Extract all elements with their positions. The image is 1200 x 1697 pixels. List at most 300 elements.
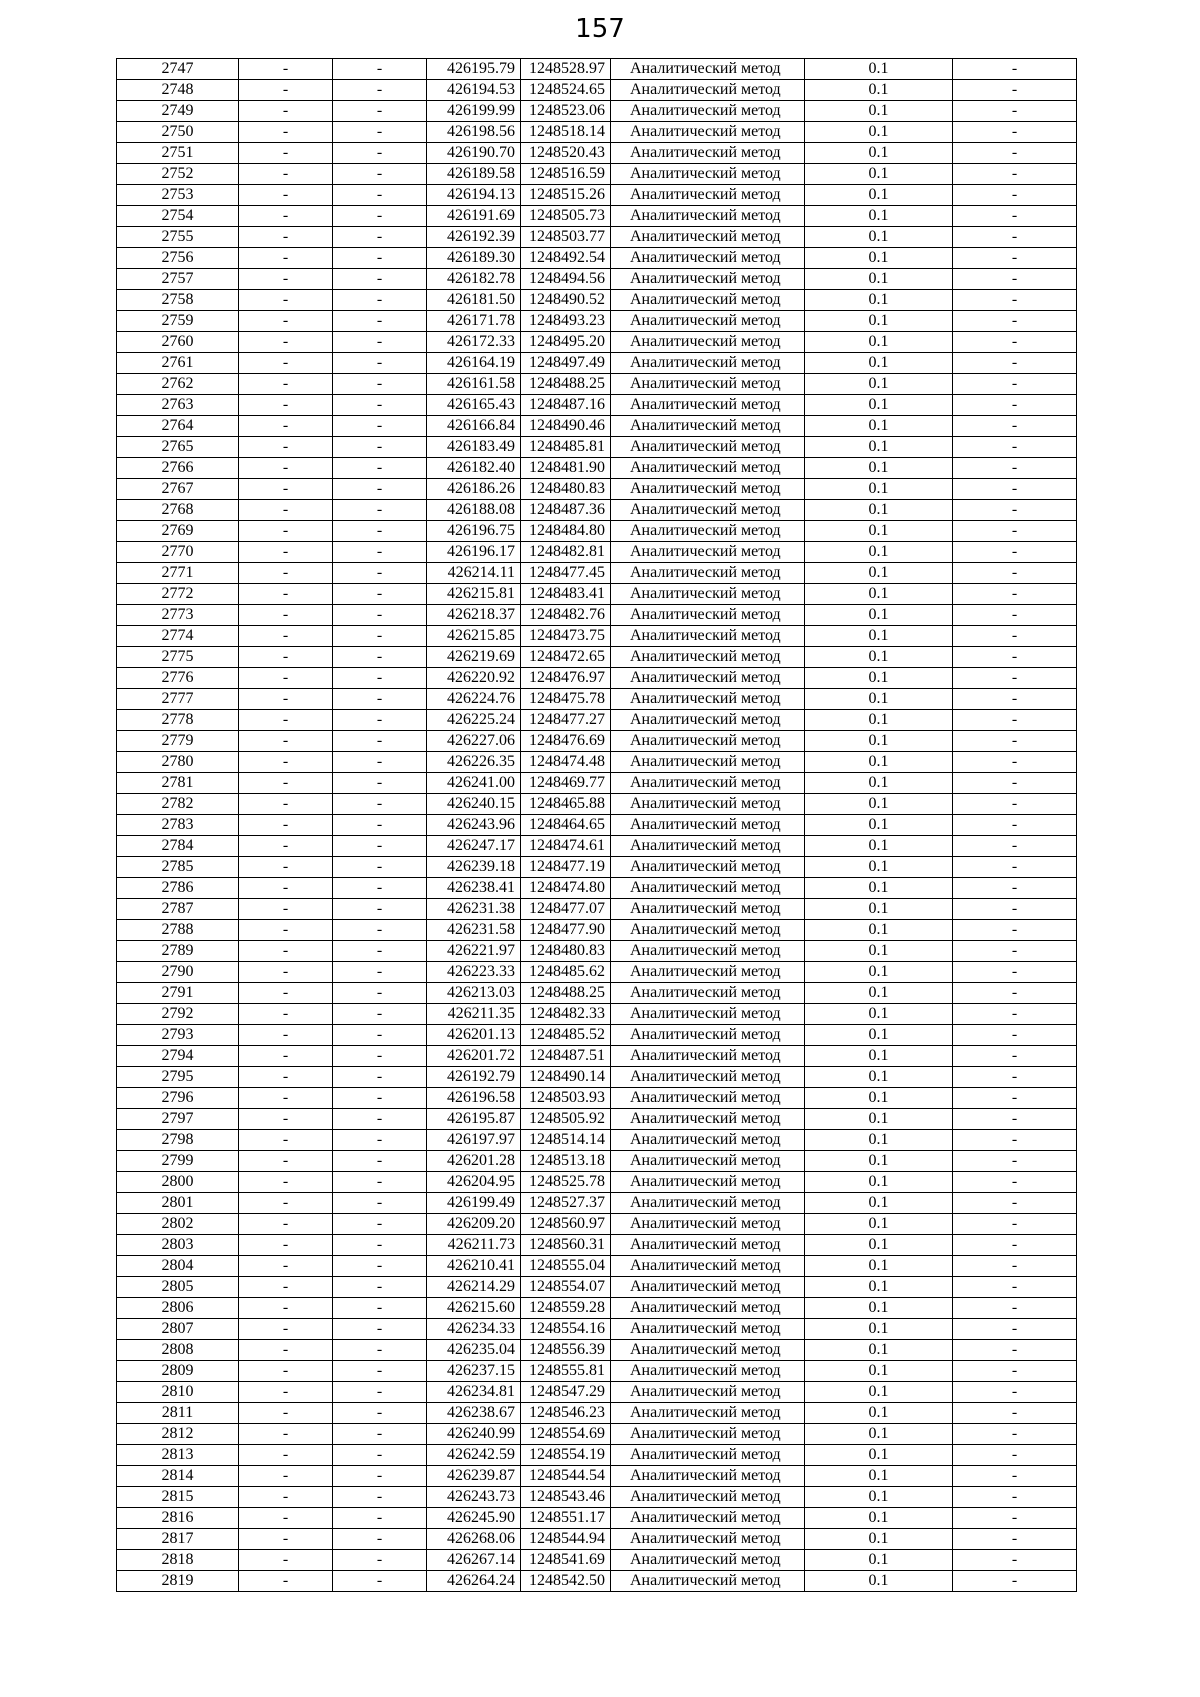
note-cell: - [953, 1382, 1077, 1403]
method-cell: Аналитический метод [611, 1403, 805, 1424]
extra-2-cell: - [333, 1067, 427, 1088]
point-number-cell: 2755 [117, 227, 239, 248]
table-row [117, 164, 1077, 185]
extra-1-cell: - [239, 521, 333, 542]
extra-2-cell: - [333, 1046, 427, 1067]
extra-2-cell: - [333, 1424, 427, 1445]
extra-2-cell: - [333, 1508, 427, 1529]
method-cell: Аналитический метод [611, 1550, 805, 1571]
table-row [117, 122, 1077, 143]
extra-2-cell: - [333, 605, 427, 626]
method-cell: Аналитический метод [611, 1088, 805, 1109]
y-coordinate-cell: 1248560.97 [521, 1214, 611, 1235]
method-cell: Аналитический метод [611, 878, 805, 899]
note-cell: - [953, 626, 1077, 647]
accuracy-cell: 0.1 [805, 941, 953, 962]
point-number-cell: 2778 [117, 710, 239, 731]
method-cell: Аналитический метод [611, 563, 805, 584]
extra-2-cell: - [333, 1550, 427, 1571]
point-number-cell: 2809 [117, 1361, 239, 1382]
y-coordinate-cell: 1248488.25 [521, 374, 611, 395]
note-cell: - [953, 1571, 1077, 1592]
y-coordinate-cell: 1248541.69 [521, 1550, 611, 1571]
extra-1-cell: - [239, 122, 333, 143]
point-number-cell: 2765 [117, 437, 239, 458]
point-number-cell: 2805 [117, 1277, 239, 1298]
extra-1-cell: - [239, 1130, 333, 1151]
y-coordinate-cell: 1248481.90 [521, 458, 611, 479]
note-cell: - [953, 311, 1077, 332]
table-row [117, 1550, 1077, 1571]
table-row [117, 710, 1077, 731]
table-row [117, 1130, 1077, 1151]
note-cell: - [953, 1487, 1077, 1508]
note-cell: - [953, 773, 1077, 794]
x-coordinate-cell: 426219.69 [427, 647, 521, 668]
extra-2-cell: - [333, 983, 427, 1004]
extra-1-cell: - [239, 1508, 333, 1529]
table-body [117, 59, 1077, 1592]
note-cell: - [953, 479, 1077, 500]
note-cell: - [953, 1088, 1077, 1109]
method-cell: Аналитический метод [611, 1193, 805, 1214]
y-coordinate-cell: 1248505.92 [521, 1109, 611, 1130]
accuracy-cell: 0.1 [805, 1340, 953, 1361]
extra-1-cell: - [239, 227, 333, 248]
extra-2-cell: - [333, 1172, 427, 1193]
note-cell: - [953, 395, 1077, 416]
method-cell: Аналитический метод [611, 437, 805, 458]
x-coordinate-cell: 426190.70 [427, 143, 521, 164]
table-row [117, 311, 1077, 332]
extra-2-cell: - [333, 101, 427, 122]
extra-1-cell: - [239, 290, 333, 311]
table-row [117, 626, 1077, 647]
note-cell: - [953, 878, 1077, 899]
x-coordinate-cell: 426166.84 [427, 416, 521, 437]
point-number-cell: 2785 [117, 857, 239, 878]
extra-1-cell: - [239, 143, 333, 164]
y-coordinate-cell: 1248556.39 [521, 1340, 611, 1361]
x-coordinate-cell: 426242.59 [427, 1445, 521, 1466]
x-coordinate-cell: 426188.08 [427, 500, 521, 521]
table-row [117, 1571, 1077, 1592]
point-number-cell: 2754 [117, 206, 239, 227]
note-cell: - [953, 815, 1077, 836]
accuracy-cell: 0.1 [805, 1487, 953, 1508]
extra-1-cell: - [239, 1193, 333, 1214]
point-number-cell: 2819 [117, 1571, 239, 1592]
x-coordinate-cell: 426231.38 [427, 899, 521, 920]
extra-2-cell: - [333, 59, 427, 80]
y-coordinate-cell: 1248554.69 [521, 1424, 611, 1445]
table-row [117, 1529, 1077, 1550]
method-cell: Аналитический метод [611, 143, 805, 164]
extra-1-cell: - [239, 1088, 333, 1109]
point-number-cell: 2784 [117, 836, 239, 857]
table-row [117, 668, 1077, 689]
point-number-cell: 2795 [117, 1067, 239, 1088]
extra-2-cell: - [333, 1298, 427, 1319]
note-cell: - [953, 962, 1077, 983]
table-row [117, 248, 1077, 269]
accuracy-cell: 0.1 [805, 1361, 953, 1382]
accuracy-cell: 0.1 [805, 1445, 953, 1466]
accuracy-cell: 0.1 [805, 521, 953, 542]
method-cell: Аналитический метод [611, 1571, 805, 1592]
y-coordinate-cell: 1248484.80 [521, 521, 611, 542]
point-number-cell: 2806 [117, 1298, 239, 1319]
method-cell: Аналитический метод [611, 689, 805, 710]
accuracy-cell: 0.1 [805, 626, 953, 647]
y-coordinate-cell: 1248485.62 [521, 962, 611, 983]
point-number-cell: 2774 [117, 626, 239, 647]
table-row [117, 647, 1077, 668]
x-coordinate-cell: 426267.14 [427, 1550, 521, 1571]
x-coordinate-cell: 426239.18 [427, 857, 521, 878]
method-cell: Аналитический метод [611, 1151, 805, 1172]
extra-1-cell: - [239, 1529, 333, 1550]
table-row [117, 731, 1077, 752]
accuracy-cell: 0.1 [805, 311, 953, 332]
extra-1-cell: - [239, 185, 333, 206]
x-coordinate-cell: 426211.73 [427, 1235, 521, 1256]
point-number-cell: 2749 [117, 101, 239, 122]
accuracy-cell: 0.1 [805, 794, 953, 815]
extra-1-cell: - [239, 1151, 333, 1172]
method-cell: Аналитический метод [611, 794, 805, 815]
accuracy-cell: 0.1 [805, 206, 953, 227]
accuracy-cell: 0.1 [805, 605, 953, 626]
x-coordinate-cell: 426237.15 [427, 1361, 521, 1382]
method-cell: Аналитический метод [611, 1466, 805, 1487]
y-coordinate-cell: 1248551.17 [521, 1508, 611, 1529]
x-coordinate-cell: 426220.92 [427, 668, 521, 689]
note-cell: - [953, 1067, 1077, 1088]
x-coordinate-cell: 426195.87 [427, 1109, 521, 1130]
point-number-cell: 2757 [117, 269, 239, 290]
note-cell: - [953, 353, 1077, 374]
accuracy-cell: 0.1 [805, 248, 953, 269]
extra-1-cell: - [239, 584, 333, 605]
extra-1-cell: - [239, 1424, 333, 1445]
method-cell: Аналитический метод [611, 1235, 805, 1256]
method-cell: Аналитический метод [611, 626, 805, 647]
x-coordinate-cell: 426196.17 [427, 542, 521, 563]
x-coordinate-cell: 426197.97 [427, 1130, 521, 1151]
y-coordinate-cell: 1248472.65 [521, 647, 611, 668]
extra-1-cell: - [239, 1256, 333, 1277]
extra-2-cell: - [333, 1466, 427, 1487]
extra-1-cell: - [239, 815, 333, 836]
accuracy-cell: 0.1 [805, 1172, 953, 1193]
note-cell: - [953, 941, 1077, 962]
x-coordinate-cell: 426192.79 [427, 1067, 521, 1088]
y-coordinate-cell: 1248554.16 [521, 1319, 611, 1340]
extra-1-cell: - [239, 374, 333, 395]
y-coordinate-cell: 1248554.19 [521, 1445, 611, 1466]
method-cell: Аналитический метод [611, 941, 805, 962]
point-number-cell: 2762 [117, 374, 239, 395]
extra-2-cell: - [333, 1151, 427, 1172]
point-number-cell: 2782 [117, 794, 239, 815]
accuracy-cell: 0.1 [805, 479, 953, 500]
point-number-cell: 2799 [117, 1151, 239, 1172]
accuracy-cell: 0.1 [805, 962, 953, 983]
note-cell: - [953, 500, 1077, 521]
table-row [117, 815, 1077, 836]
table-row [117, 899, 1077, 920]
method-cell: Аналитический метод [611, 752, 805, 773]
y-coordinate-cell: 1248465.88 [521, 794, 611, 815]
note-cell: - [953, 563, 1077, 584]
accuracy-cell: 0.1 [805, 395, 953, 416]
accuracy-cell: 0.1 [805, 1067, 953, 1088]
note-cell: - [953, 1025, 1077, 1046]
y-coordinate-cell: 1248523.06 [521, 101, 611, 122]
extra-1-cell: - [239, 878, 333, 899]
accuracy-cell: 0.1 [805, 668, 953, 689]
y-coordinate-cell: 1248525.78 [521, 1172, 611, 1193]
table-row [117, 59, 1077, 80]
point-number-cell: 2810 [117, 1382, 239, 1403]
x-coordinate-cell: 426226.35 [427, 752, 521, 773]
table-row [117, 143, 1077, 164]
x-coordinate-cell: 426235.04 [427, 1340, 521, 1361]
table-row [117, 857, 1077, 878]
extra-1-cell: - [239, 1466, 333, 1487]
x-coordinate-cell: 426161.58 [427, 374, 521, 395]
point-number-cell: 2816 [117, 1508, 239, 1529]
accuracy-cell: 0.1 [805, 899, 953, 920]
extra-2-cell: - [333, 353, 427, 374]
y-coordinate-cell: 1248542.50 [521, 1571, 611, 1592]
accuracy-cell: 0.1 [805, 1277, 953, 1298]
y-coordinate-cell: 1248520.43 [521, 143, 611, 164]
note-cell: - [953, 1529, 1077, 1550]
table-row [117, 1025, 1077, 1046]
point-number-cell: 2760 [117, 332, 239, 353]
y-coordinate-cell: 1248477.07 [521, 899, 611, 920]
y-coordinate-cell: 1248492.54 [521, 248, 611, 269]
y-coordinate-cell: 1248527.37 [521, 1193, 611, 1214]
method-cell: Аналитический метод [611, 290, 805, 311]
note-cell: - [953, 416, 1077, 437]
point-number-cell: 2797 [117, 1109, 239, 1130]
extra-1-cell: - [239, 353, 333, 374]
note-cell: - [953, 374, 1077, 395]
x-coordinate-cell: 426240.15 [427, 794, 521, 815]
y-coordinate-cell: 1248476.97 [521, 668, 611, 689]
accuracy-cell: 0.1 [805, 227, 953, 248]
point-number-cell: 2815 [117, 1487, 239, 1508]
x-coordinate-cell: 426171.78 [427, 311, 521, 332]
extra-1-cell: - [239, 1109, 333, 1130]
y-coordinate-cell: 1248477.27 [521, 710, 611, 731]
method-cell: Аналитический метод [611, 1382, 805, 1403]
extra-2-cell: - [333, 479, 427, 500]
note-cell: - [953, 80, 1077, 101]
table-row [117, 584, 1077, 605]
method-cell: Аналитический метод [611, 521, 805, 542]
x-coordinate-cell: 426181.50 [427, 290, 521, 311]
point-number-cell: 2814 [117, 1466, 239, 1487]
extra-1-cell: - [239, 563, 333, 584]
y-coordinate-cell: 1248487.51 [521, 1046, 611, 1067]
y-coordinate-cell: 1248515.26 [521, 185, 611, 206]
extra-1-cell: - [239, 794, 333, 815]
table-row [117, 752, 1077, 773]
accuracy-cell: 0.1 [805, 647, 953, 668]
y-coordinate-cell: 1248493.23 [521, 311, 611, 332]
y-coordinate-cell: 1248528.97 [521, 59, 611, 80]
extra-1-cell: - [239, 710, 333, 731]
note-cell: - [953, 227, 1077, 248]
x-coordinate-cell: 426165.43 [427, 395, 521, 416]
extra-1-cell: - [239, 1319, 333, 1340]
note-cell: - [953, 206, 1077, 227]
accuracy-cell: 0.1 [805, 920, 953, 941]
note-cell: - [953, 1109, 1077, 1130]
note-cell: - [953, 290, 1077, 311]
note-cell: - [953, 185, 1077, 206]
y-coordinate-cell: 1248477.45 [521, 563, 611, 584]
extra-2-cell: - [333, 1487, 427, 1508]
note-cell: - [953, 920, 1077, 941]
accuracy-cell: 0.1 [805, 332, 953, 353]
method-cell: Аналитический метод [611, 731, 805, 752]
note-cell: - [953, 1319, 1077, 1340]
method-cell: Аналитический метод [611, 1109, 805, 1130]
accuracy-cell: 0.1 [805, 164, 953, 185]
method-cell: Аналитический метод [611, 1319, 805, 1340]
method-cell: Аналитический метод [611, 416, 805, 437]
extra-2-cell: - [333, 164, 427, 185]
x-coordinate-cell: 426191.69 [427, 206, 521, 227]
accuracy-cell: 0.1 [805, 1382, 953, 1403]
y-coordinate-cell: 1248546.23 [521, 1403, 611, 1424]
point-number-cell: 2807 [117, 1319, 239, 1340]
y-coordinate-cell: 1248483.41 [521, 584, 611, 605]
extra-1-cell: - [239, 311, 333, 332]
y-coordinate-cell: 1248482.81 [521, 542, 611, 563]
extra-2-cell: - [333, 269, 427, 290]
accuracy-cell: 0.1 [805, 500, 953, 521]
point-number-cell: 2800 [117, 1172, 239, 1193]
y-coordinate-cell: 1248482.33 [521, 1004, 611, 1025]
extra-2-cell: - [333, 80, 427, 101]
extra-2-cell: - [333, 1319, 427, 1340]
y-coordinate-cell: 1248485.52 [521, 1025, 611, 1046]
extra-1-cell: - [239, 962, 333, 983]
note-cell: - [953, 1256, 1077, 1277]
extra-1-cell: - [239, 1172, 333, 1193]
accuracy-cell: 0.1 [805, 1403, 953, 1424]
table-row [117, 500, 1077, 521]
table-row [117, 1424, 1077, 1445]
note-cell: - [953, 689, 1077, 710]
extra-1-cell: - [239, 164, 333, 185]
x-coordinate-cell: 426196.58 [427, 1088, 521, 1109]
table-row [117, 1319, 1077, 1340]
x-coordinate-cell: 426243.96 [427, 815, 521, 836]
extra-2-cell: - [333, 1256, 427, 1277]
extra-1-cell: - [239, 752, 333, 773]
method-cell: Аналитический метод [611, 1445, 805, 1466]
method-cell: Аналитический метод [611, 1424, 805, 1445]
method-cell: Аналитический метод [611, 542, 805, 563]
y-coordinate-cell: 1248480.83 [521, 941, 611, 962]
y-coordinate-cell: 1248544.54 [521, 1466, 611, 1487]
extra-1-cell: - [239, 857, 333, 878]
x-coordinate-cell: 426199.99 [427, 101, 521, 122]
extra-2-cell: - [333, 1361, 427, 1382]
x-coordinate-cell: 426234.33 [427, 1319, 521, 1340]
note-cell: - [953, 584, 1077, 605]
y-coordinate-cell: 1248477.19 [521, 857, 611, 878]
point-number-cell: 2793 [117, 1025, 239, 1046]
point-number-cell: 2758 [117, 290, 239, 311]
y-coordinate-cell: 1248555.81 [521, 1361, 611, 1382]
method-cell: Аналитический метод [611, 773, 805, 794]
note-cell: - [953, 101, 1077, 122]
table-row [117, 1088, 1077, 1109]
note-cell: - [953, 248, 1077, 269]
point-number-cell: 2789 [117, 941, 239, 962]
extra-1-cell: - [239, 437, 333, 458]
extra-2-cell: - [333, 584, 427, 605]
point-number-cell: 2802 [117, 1214, 239, 1235]
x-coordinate-cell: 426182.78 [427, 269, 521, 290]
extra-2-cell: - [333, 1130, 427, 1151]
note-cell: - [953, 143, 1077, 164]
extra-2-cell: - [333, 878, 427, 899]
x-coordinate-cell: 426241.00 [427, 773, 521, 794]
extra-1-cell: - [239, 1403, 333, 1424]
note-cell: - [953, 605, 1077, 626]
method-cell: Аналитический метод [611, 584, 805, 605]
extra-2-cell: - [333, 1403, 427, 1424]
note-cell: - [953, 1130, 1077, 1151]
extra-1-cell: - [239, 1067, 333, 1088]
accuracy-cell: 0.1 [805, 1298, 953, 1319]
extra-2-cell: - [333, 122, 427, 143]
point-number-cell: 2769 [117, 521, 239, 542]
point-number-cell: 2751 [117, 143, 239, 164]
note-cell: - [953, 269, 1077, 290]
accuracy-cell: 0.1 [805, 1088, 953, 1109]
note-cell: - [953, 437, 1077, 458]
point-number-cell: 2748 [117, 80, 239, 101]
point-number-cell: 2766 [117, 458, 239, 479]
accuracy-cell: 0.1 [805, 731, 953, 752]
extra-2-cell: - [333, 143, 427, 164]
note-cell: - [953, 332, 1077, 353]
method-cell: Аналитический метод [611, 836, 805, 857]
extra-2-cell: - [333, 1004, 427, 1025]
extra-1-cell: - [239, 689, 333, 710]
method-cell: Аналитический метод [611, 815, 805, 836]
x-coordinate-cell: 426201.72 [427, 1046, 521, 1067]
point-number-cell: 2773 [117, 605, 239, 626]
method-cell: Аналитический метод [611, 983, 805, 1004]
y-coordinate-cell: 1248513.18 [521, 1151, 611, 1172]
y-coordinate-cell: 1248490.52 [521, 290, 611, 311]
accuracy-cell: 0.1 [805, 584, 953, 605]
method-cell: Аналитический метод [611, 920, 805, 941]
method-cell: Аналитический метод [611, 248, 805, 269]
note-cell: - [953, 1466, 1077, 1487]
